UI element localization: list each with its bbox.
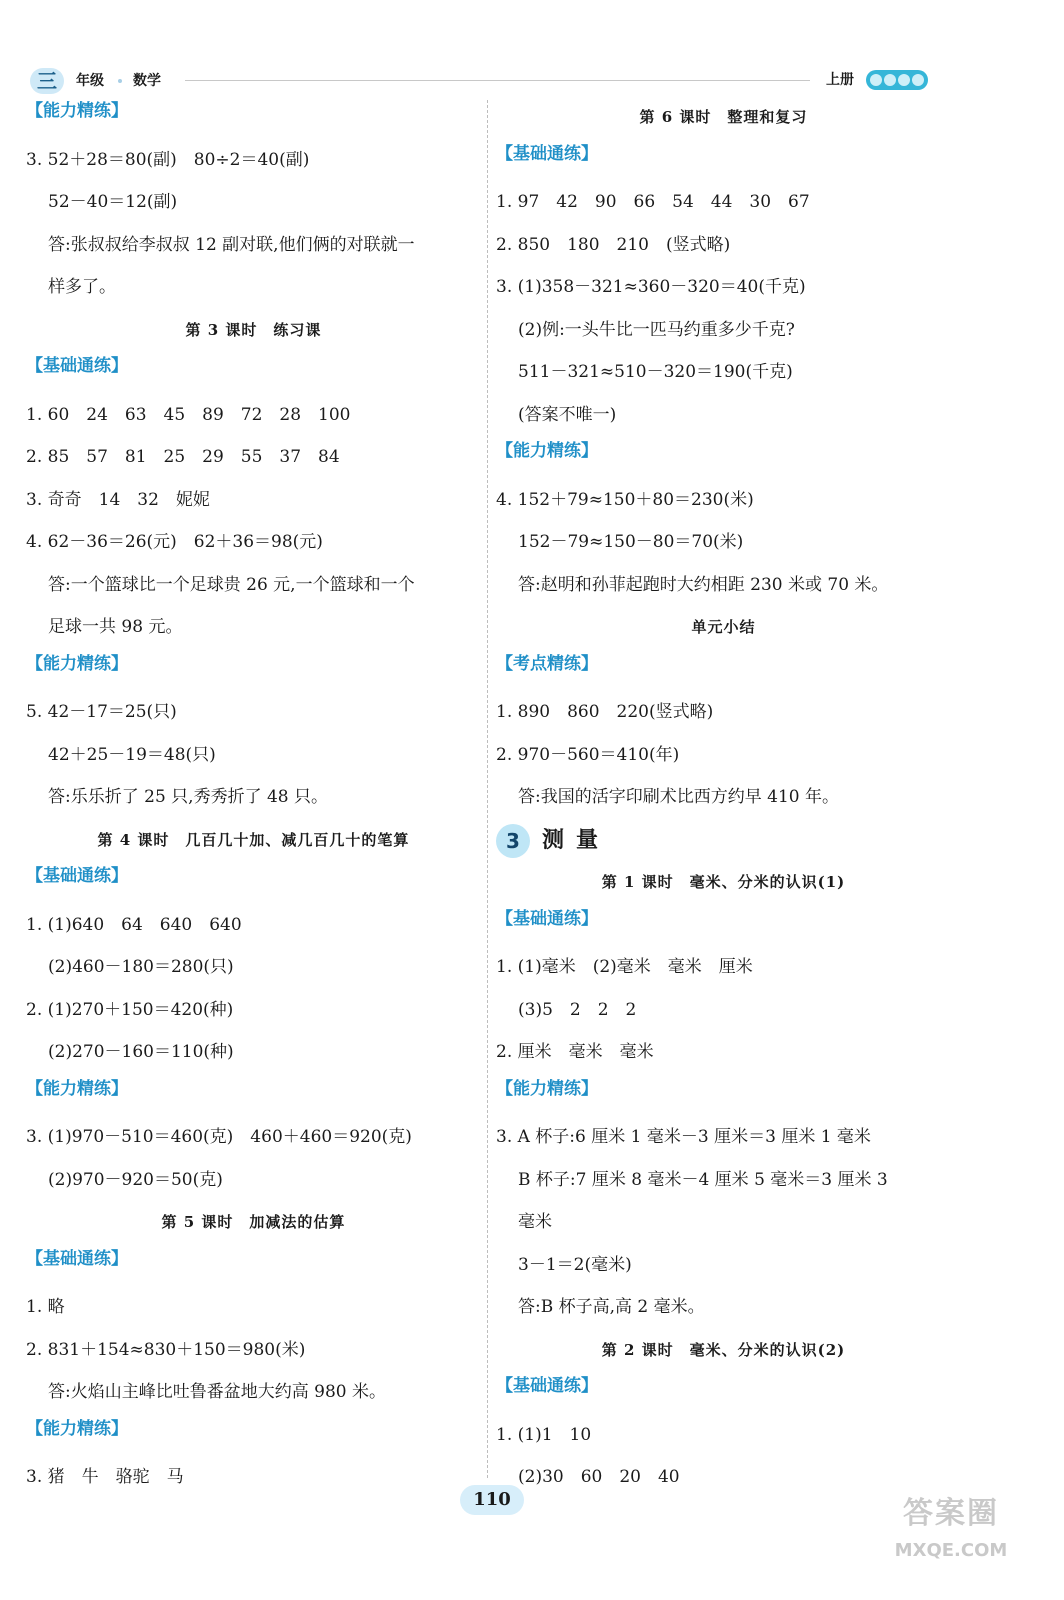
answer-line: 答:乐乐折了 25 只,秀秀折了 48 只。 (48, 787, 329, 807)
unit-heading (496, 819, 951, 862)
answer-line: 2. 厘米 毫米 毫米 (496, 1042, 654, 1062)
section-tag: 【基础通练】 (496, 908, 598, 929)
left-column (26, 96, 481, 1499)
answer-line: 1. (1)640 64 640 640 (26, 914, 242, 935)
answer-line: 42＋25－19＝48(只) (48, 744, 216, 765)
answer-line: (2)270－160＝110(种) (48, 1042, 234, 1062)
watermark-url: MXQE.COM (894, 1540, 1008, 1561)
volume-label: 上册 (826, 72, 854, 88)
answer-line: (2)970－920＝50(克) (48, 1169, 223, 1190)
subject-label: 数学 (133, 73, 161, 89)
lesson-title: 第 2 课时 毫米、分米的认识(2) (601, 1340, 846, 1359)
answer-line: 2. 85 57 81 25 29 55 37 84 (26, 447, 340, 467)
answer-line: 3. 52＋28＝80(副) 80÷2＝40(副) (26, 149, 310, 170)
answer-line: 样多了。 (48, 277, 116, 297)
separator-dot (118, 79, 122, 83)
grade-badge: 三 (30, 68, 64, 94)
answer-line: 毫米 (518, 1212, 552, 1232)
answer-line: 5. 42－17＝25(只) (26, 702, 177, 722)
answer-line: 答:我国的活字印刷术比西方约早 410 年。 (518, 787, 839, 807)
lesson-title: 单元小结 (691, 618, 756, 636)
section-tag: 【基础通练】 (26, 356, 128, 376)
unit-number-badge: 3 (496, 824, 530, 858)
lesson-title: 第 4 课时 几百几十加、减几百几十的笔算 (97, 830, 410, 849)
section-tag: 【能力精练】 (496, 441, 598, 461)
answer-line: (2)30 60 20 40 (518, 1467, 680, 1487)
answer-line: 答:B 杯子高,高 2 毫米。 (518, 1297, 705, 1317)
answer-line: 2. 831＋154≈830＋150＝980(米) (26, 1339, 306, 1360)
unit-title: 测量 (542, 826, 611, 853)
answer-line: 2. (1)270＋150＝420(种) (26, 999, 234, 1020)
header-rule (185, 80, 810, 81)
watermark-logo (866, 1488, 1036, 1588)
answer-line: (3)5 2 2 2 (518, 999, 637, 1020)
section-tag: 【基础通练】 (26, 866, 128, 886)
section-tag: 【基础通练】 (496, 1376, 598, 1396)
answer-line: 3－1＝2(毫米) (518, 1254, 632, 1275)
section-tag: 【能力精练】 (26, 653, 128, 674)
answer-line: 答:张叔叔给李叔叔 12 副对联,他们俩的对联就一 (48, 234, 415, 255)
answer-line: 1. (1)1 10 (496, 1424, 592, 1445)
answer-line: 3. A 杯子:6 厘米 1 毫米－3 厘米＝3 厘米 1 毫米 (496, 1127, 871, 1147)
page-number: 110 (460, 1485, 524, 1515)
answer-line: 1. 97 42 90 66 54 44 30 67 (496, 192, 810, 212)
answer-line: 152－79≈150－80＝70(米) (518, 532, 744, 552)
answer-line: 1. 890 860 220(竖式略) (496, 702, 714, 722)
answer-line: B 杯子:7 厘米 8 毫米－4 厘米 5 毫米＝3 厘米 3 (518, 1169, 888, 1190)
section-tag: 【能力精练】 (496, 1078, 598, 1099)
section-tag: 【能力精练】 (26, 101, 128, 121)
section-tag: 【基础通练】 (26, 1248, 128, 1269)
answer-line: (2)460－180＝280(只) (48, 957, 234, 977)
section-tag: 【能力精练】 (26, 1418, 128, 1439)
lesson-title: 第 5 课时 加减法的估算 (161, 1213, 346, 1231)
lesson-title: 第 3 课时 练习课 (185, 320, 322, 339)
section-tag: 【考点精练】 (496, 653, 598, 674)
answer-line: (答案不唯一) (518, 404, 617, 425)
grade-label: 年级 (76, 73, 104, 89)
lesson-title: 第 6 课时 整理和复习 (639, 108, 808, 126)
answer-line: 52－40＝12(副) (48, 192, 178, 212)
answer-line: 答:火焰山主峰比吐鲁番盆地大约高 980 米。 (48, 1382, 386, 1402)
answer-line: 3. 奇奇 14 32 妮妮 (26, 489, 210, 510)
answer-line: 足球一共 98 元。 (48, 617, 183, 637)
answer-line: 1. (1)毫米 (2)毫米 毫米 厘米 (496, 957, 753, 977)
answer-line: 3. (1)970－510＝460(克) 460＋460＝920(克) (26, 1127, 412, 1147)
answer-line: 答:一个篮球比一个足球贵 26 元,一个篮球和一个 (48, 574, 415, 595)
column-divider (487, 100, 489, 1478)
answer-line: 1. 略 (26, 1297, 65, 1317)
section-tag: 【基础通练】 (496, 143, 598, 164)
page-header (0, 0, 1064, 100)
brand-logo-icon (866, 70, 928, 90)
answer-line: 4. 152＋79≈150＋80＝230(米) (496, 489, 754, 510)
answer-line: 3. 猪 牛 骆驼 马 (26, 1467, 184, 1487)
answer-line: (2)例:一头牛比一匹马约重多少千克? (518, 319, 795, 340)
answer-line: 答:赵明和孙菲起跑时大约相距 230 米或 70 米。 (518, 574, 889, 595)
lesson-title: 第 1 课时 毫米、分米的认识(1) (601, 873, 846, 891)
answer-line: 2. 970－560＝410(年) (496, 744, 680, 765)
answer-line: 2. 850 180 210 (竖式略) (496, 234, 731, 255)
answer-line: 511－321≈510－320＝190(千克) (518, 362, 793, 382)
right-column (496, 96, 951, 1499)
section-tag: 【能力精练】 (26, 1078, 128, 1099)
answer-line: 4. 62－36＝26(元) 62＋36＝98(元) (26, 532, 323, 552)
answer-line: 1. 60 24 63 45 89 72 28 100 (26, 404, 351, 425)
answer-line: 3. (1)358－321≈360－320＝40(千克) (496, 277, 806, 297)
watermark-text: 答案圈 (903, 1496, 999, 1531)
